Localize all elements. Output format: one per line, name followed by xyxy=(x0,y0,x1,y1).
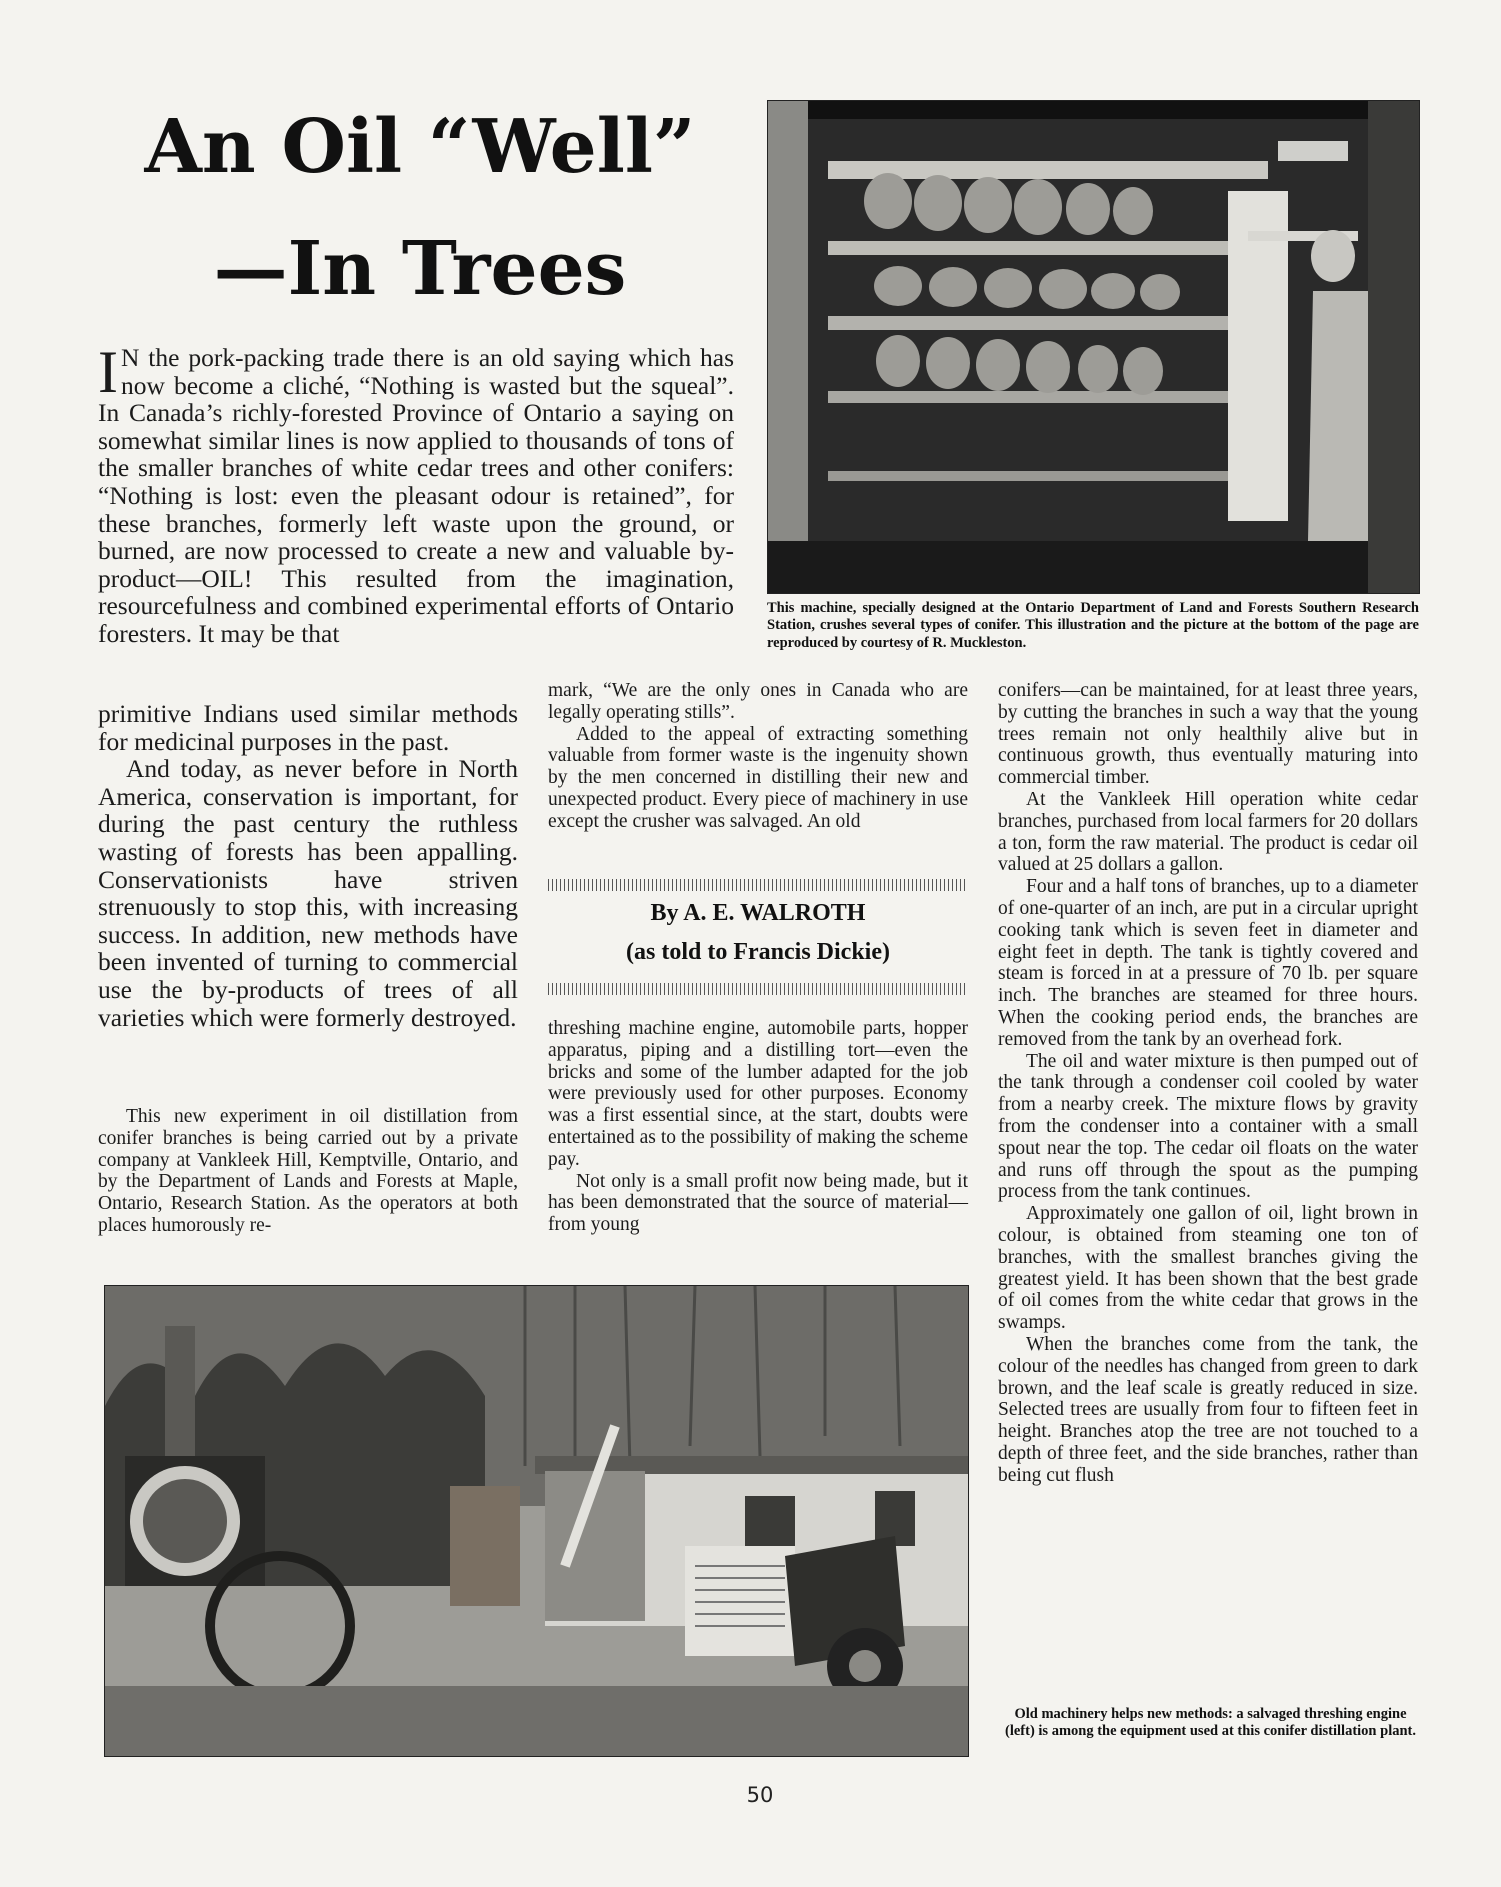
byline: By A. E. WALROTH xyxy=(650,900,866,926)
article-column-2-top xyxy=(548,680,968,833)
article-column-3 xyxy=(998,680,1418,1486)
paragraph: This new experiment in oil distillation from conifer branches is being carried out by a private company at Vankleek Hill, Kemptville, Ontario, and by the Department of Lands and Forests at Maple, Ontario, Research Station. As the operators at both places humorously re- xyxy=(98,1106,518,1236)
paragraph: primitive Indians used similar methods for medicinal purposes in the past. xyxy=(98,699,518,756)
top-photo-caption: This machine, specially designed at the Ontario Department of Land and Forests Southern Research Station, crushes several types of conifer. This illustration and the picture at the bottom of the page are reproduced by courtesy of R. Muckleston. xyxy=(767,600,1419,651)
salvaged-machinery-photo xyxy=(104,1285,969,1757)
paragraph: Not only is a small profit now being made, but it has been demonstrated that the source of material—from young xyxy=(548,1170,968,1236)
byline-subtitle: (as told to Francis Dickie) xyxy=(626,939,890,965)
article-title-line1: An Oil “Well” xyxy=(144,104,696,190)
article-column-2-bottom xyxy=(548,1018,968,1236)
paragraph: At the Vankleek Hill operation white cedar branches, purchased from local farmers for 20 dollars a ton, form the raw material. The product is cedar oil valued at 25 dollars a gallon. xyxy=(998,788,1418,876)
paragraph: conifers—can be maintained, for at least three years, by cutting the branches in such a way that the young trees remain not only healthily alive but in continuous growth, thus eventually maturing into commercial timber. xyxy=(998,680,1418,789)
article-column-1 xyxy=(98,700,518,1031)
paragraph: The oil and water mixture is then pumped out of the tank through a condenser coil cooled by water from a nearby creek. The mixture flows by gravity from the condenser into a container with a small spout near the top. The cedar oil floats on the water and runs off through the spout as the pumping process from the tank continues. xyxy=(998,1050,1418,1203)
paragraph: mark, “We are the only ones in Canada who are legally operating stills”. xyxy=(548,680,968,723)
byline-rule-top xyxy=(548,879,968,891)
page-number: 50 xyxy=(746,1783,774,1807)
paragraph: Added to the appeal of extracting something valuable from former waste is the ingenuity shown by the men concerned in distilling their new and unexpected product. Every piece of machinery in use except the crusher was salvaged. An old xyxy=(548,723,968,832)
paragraph: And today, as never before in North America, conservation is important, for during the past century the ruthless wasting of forests has been appalling. Conservationists have striven strenuously to stop this, with increasing success. In addition, new methods have been invented of turning to commercial use the by-products of trees of all varieties which were formerly destroyed. xyxy=(98,754,518,1032)
paragraph: Four and a half tons of branches, up to a diameter of one-quarter of an inch, are put in a circular upright cooking tank which is seven feet in diameter and eight feet in depth. The tank is tightly covered and steam is forced in at a pressure of 70 lb. per square inch. The branches are steamed for three hours. When the cooking period ends, the branches are removed from the tank by an overhead fork. xyxy=(998,876,1418,1050)
crusher-machine-photo xyxy=(767,100,1420,594)
byline-rule-bottom xyxy=(548,983,968,995)
paragraph: Approximately one gallon of oil, light brown in colour, is obtained from steaming one ton of branches, with the smallest branches giving the greatest yield. It has been shown that the best grade of oil comes from the white cedar that grows in the swamps. xyxy=(998,1203,1418,1334)
bottom-photo-caption: Old machinery helps new methods: a salvaged threshing engine (left) is among the equipment used at this conifer distillation plant. xyxy=(1005,1706,1416,1740)
drop-cap: I xyxy=(98,339,118,405)
article-column-1-small xyxy=(98,1106,518,1237)
lead-paragraph: N the pork-packing trade there is an old saying which has now become a cliché, “Nothing is wasted but the squeal”. In Canada’s richly-forested Province of Ontario a saying on somewhat similar lines is now applied to thousands of tons of the smaller branches of white cedar trees and other conifers: “Nothing is lost: even the pleasant odour is retained”, for these branches, formerly left waste upon the ground, or burned, are now processed to create a new and valuable by-product—OIL! This resulted from the imagination, resourcefulness and combined experimental efforts of Ontario foresters. It may be that xyxy=(98,343,734,648)
paragraph: threshing machine engine, automobile parts, hopper apparatus, piping and a distilling tort—even the bricks and some of the lumber adapted for the job were previously used for other purposes. Economy was a first essential since, at the start, doubts were entertained as to the possibility of making the scheme pay. xyxy=(548,1018,968,1170)
article-lead-text xyxy=(98,339,734,648)
paragraph: When the branches come from the tank, the colour of the needles has changed from green to dark brown, and the leaf scale is greatly reduced in size. Selected trees are usually from four to fifteen feet in height. Branches atop the tree are not touched to a depth of three feet, and the side branches, rather than being cut flush xyxy=(998,1333,1418,1486)
article-title-line2: —In Trees xyxy=(213,226,627,312)
